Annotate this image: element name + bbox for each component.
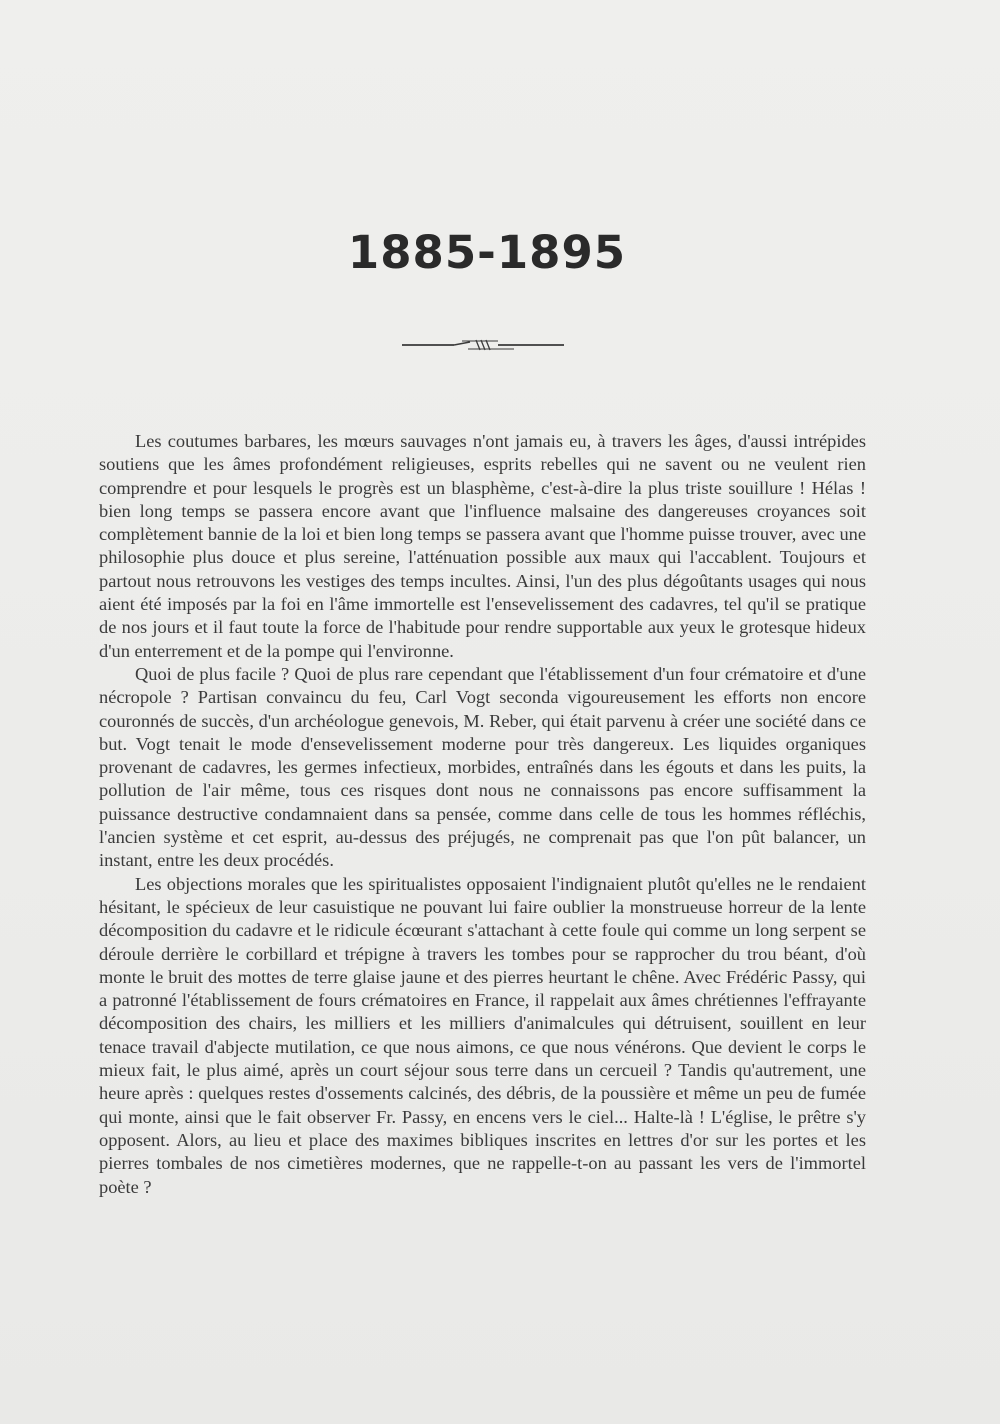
chapter-title: 1885-1895 <box>347 226 627 279</box>
ornament-divider-icon <box>402 336 564 358</box>
paragraph: Les coutumes barbares, les mœurs sauvages n'ont jamais eu, à travers les âges, d'aussi intrépides soutiens que les âmes profondément religieuses, esprits rebelles qui ne savent ou ne veulent rien comprendre et pour lesquels le progrès est un blasphème, c'est-à-dire la plus triste souillure ! Hélas ! bien long temps se passera encore avant que l'influence malsaine des dangereuses croyances soit complètement bannie de la loi et bien long temps se passera avant que l'homme puisse trouver, avec une philosophie plus douce et plus sereine, l'atténuation possible aux maux qui l'accablent. Toujours et partout nous retrouvons les vestiges des temps incultes. Ainsi, l'un des plus dégoûtants usages qui nous aient été imposés par la foi en l'âme immortelle est l'ensevelissement des cadavres, tel qu'il se pratique de nos jours et il faut toute la force de l'habitude pour rendre supportable aux yeux le grotesque hideux d'un enterrement et de la pompe qui l'environne. <box>99 431 866 661</box>
body-text <box>99 430 866 1199</box>
paragraph: Quoi de plus facile ? Quoi de plus rare cependant que l'établissement d'un four crématoire et d'une nécropole ? Partisan convaincu du feu, Carl Vogt seconda vigoureusement les efforts non encore couronnés de succès, d'un archéologue genevois, M. Reber, qui était parvenu à créer une société dans ce but. Vogt tenait le mode d'ensevelissement moderne pour très dangereux. Les liquides organiques provenant de cadavres, les germes infectieux, morbides, entraînés dans les égouts et dans les puits, la pollution de l'air même, tous ces risques dont nous ne connaissons pas encore suffisamment la puissance destructive condamnaient dans sa pensée, comme dans celle de tous les hommes réfléchis, l'ancien système et cet esprit, au-dessus des préjugés, ne comprenait pas que l'on pût balancer, un instant, entre les deux procédés. <box>99 663 866 871</box>
paragraph: Les objections morales que les spiritualistes opposaient l'indignaient plutôt qu'elles ne le rendaient hésitant, le spécieux de leur casuistique ne pouvant lui faire oublier la monstrueuse horreur de la lente décomposition du cadavre et le ridicule écœurant s'attachant à cette foule qui comme un long serpent se déroule derrière le corbillard et trépigne à travers les tombes pour se rapprocher du trou béant, d'où monte le bruit des mottes de terre glaise jaune et des pierres heurtant le chêne. Avec Frédéric Passy, qui a patronné l'établissement de fours crématoires en France, il rappelait aux âmes chrétiennes l'effrayante décomposition des chairs, les milliers et les milliers d'animalcules qui détruisent, souillent en leur tenace travail d'abjecte mutilation, ce que nous aimons, ce que nous vénérons. Que devient le corps le mieux fait, le plus aimé, après un court séjour sous terre dans un cercueil ? Tandis qu'autrement, une heure après : quelques restes d'ossements calcinés, des débris, de la poussière et même un peu de fumée qui monte, ainsi que le fait observer Fr. Passy, en encens vers le ciel... Halte-là ! L'église, le prêtre s'y opposent. Alors, au lieu et place des maximes bibliques inscrites en lettres d'or sur les portes et les pierres tombales de nos cimetières modernes, que ne rappelle-t-on au passant les vers de l'immortel poète ? <box>99 873 866 1197</box>
